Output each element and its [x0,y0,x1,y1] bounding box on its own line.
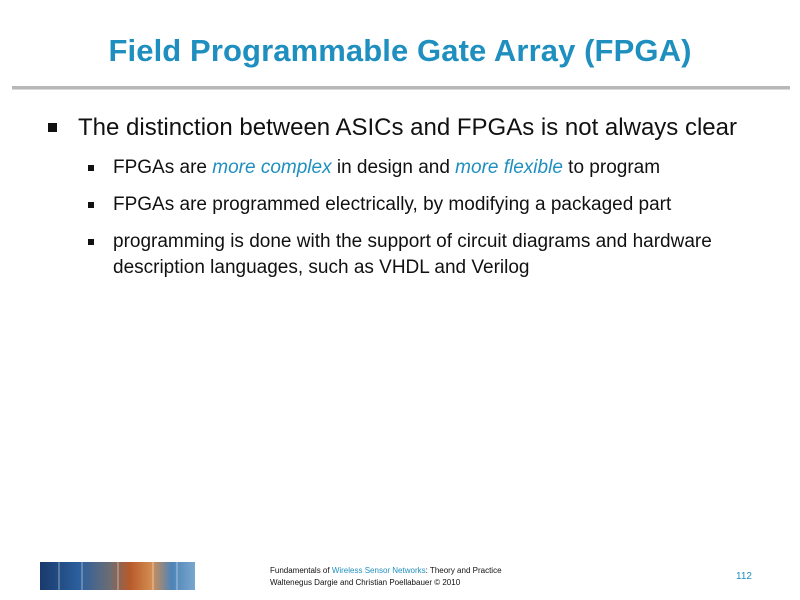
footer-prefix: Fundamentals of [270,566,332,575]
footer-line-2: Waltenegus Dargie and Christian Poellabauer © 2010 [270,578,461,587]
sub-bullet-2 [88,192,768,218]
square-bullet-icon [88,165,94,171]
sub-bullet-1 [88,155,768,181]
footer-suffix: : Theory and Practice [425,566,502,575]
sub-bullet-1-part: FPGAs are [113,157,213,178]
page-number: 112 [736,571,752,582]
sub-bullet-3-text: programming is done with the support of circuit diagrams and hardware description languages, such as VHDL and Verilog [113,231,712,278]
square-bullet-icon [48,123,57,132]
square-bullet-icon [88,202,94,208]
square-bullet-icon [88,239,94,245]
emphasis-more-complex: more complex [212,157,332,178]
sub-bullet-1-text [113,157,660,178]
sub-bullet-list [88,155,768,281]
main-bullet [48,112,768,144]
slide-title: Field Programmable Gate Array (FPGA) [108,33,692,68]
sub-bullet-1-part: to program [562,157,661,178]
emphasis-more-flexible: more flexible [455,157,563,178]
sub-bullet-2-text: FPGAs are programmed electrically, by modifying a packaged part [113,194,672,215]
title-divider [12,86,790,90]
bullet-list [48,112,768,281]
main-bullet-text: The distinction between ASICs and FPGAs is not always clear [78,114,737,141]
footer-line-1 [270,565,502,577]
footer-citation [270,565,502,589]
sub-bullet-3 [88,229,768,281]
footer-banner-image [40,562,195,590]
sub-bullet-1-part: in design and [331,157,456,178]
footer-book-title: Wireless Sensor Networks [331,566,426,575]
